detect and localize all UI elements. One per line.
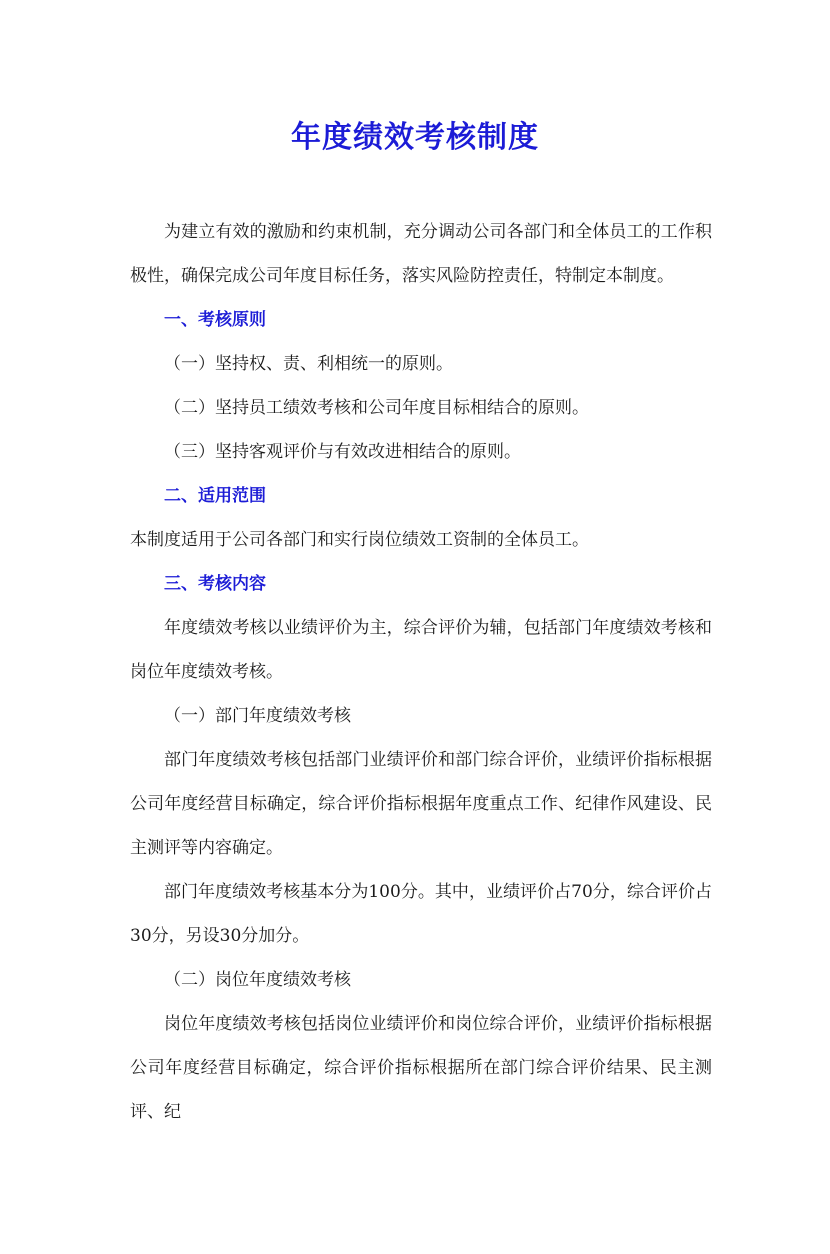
principle-item: （二）坚持员工绩效考核和公司年度目标相结合的原则。 [164,398,589,418]
section-heading: 二、适用范围 [164,486,266,506]
content-paragraph: 部门年度绩效考核包括部门业绩评价和部门综合评价，业绩评价指标根据公司年度经营目标确定，综合评价指标根据年度重点工作、纪律作风建设、民主测评等内容确定。 [130,750,712,858]
subsection-title: （二）岗位年度绩效考核 [164,970,351,990]
subsection-title: （一）部门年度绩效考核 [164,706,351,726]
principle-item: （三）坚持客观评价与有效改进相结合的原则。 [164,442,521,462]
content-paragraph: 岗位年度绩效考核包括岗位业绩评价和岗位综合评价，业绩评价指标根据公司年度经营目标确定，综合评价指标根据所在部门综合评价结果、民主测评、纪 [130,1014,712,1122]
scope-paragraph: 本制度适用于公司各部门和实行岗位绩效工资制的全体员工。 [130,530,589,550]
document-body [130,210,712,1134]
section-heading: 三、考核内容 [164,574,266,594]
section-heading: 一、考核原则 [164,310,266,330]
document-title: 年度绩效考核制度 [291,120,539,155]
intro-paragraph: 为建立有效的激励和约束机制，充分调动公司各部门和全体员工的工作积极性，确保完成公司年度目标任务，落实风险防控责任，特制定本制度。 [130,222,712,286]
principle-item: （一）坚持权、责、利相统一的原则。 [164,354,453,374]
content-paragraph: 部门年度绩效考核基本分为100分。其中，业绩评价占70分，综合评价占30分，另设30分加分。 [130,882,712,946]
content-paragraph: 年度绩效考核以业绩评价为主，综合评价为辅，包括部门年度绩效考核和岗位年度绩效考核。 [130,618,712,682]
